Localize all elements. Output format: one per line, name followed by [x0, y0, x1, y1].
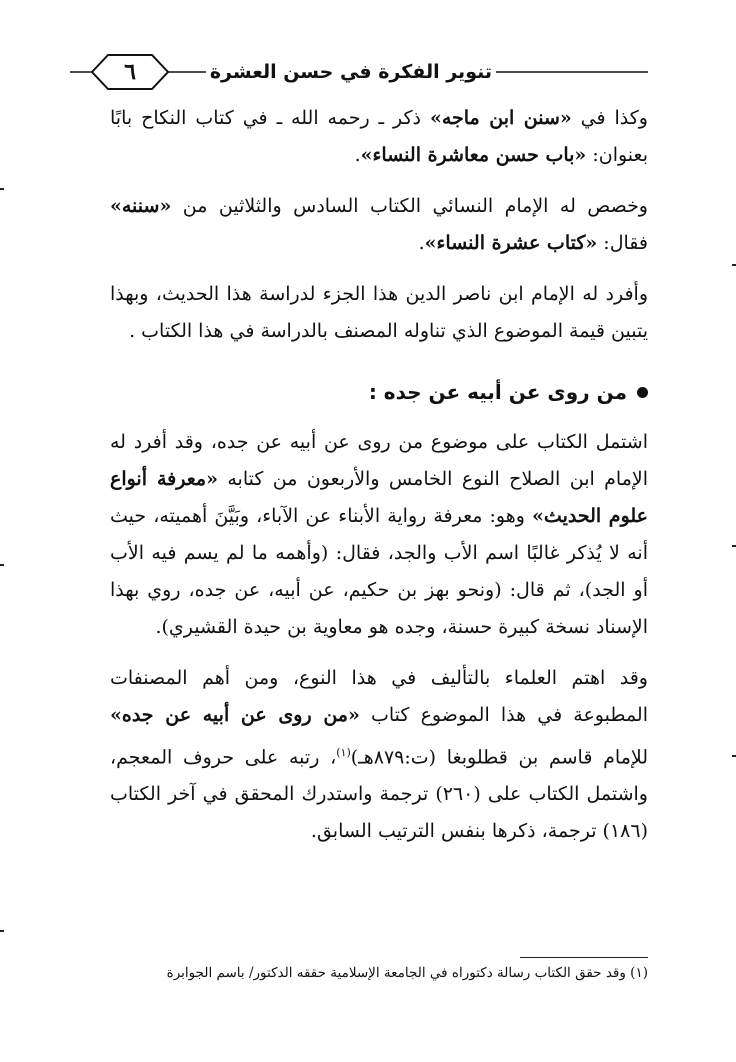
bullet-icon [637, 387, 648, 398]
margin-mark [732, 755, 736, 757]
text-span: اشتمل الكتاب على موضوع من روى عن أبيه عن جده، وقد أفرد له الإمام ابن الصلاح النوع الخامس والأربعون من كتابه [110, 431, 648, 490]
text-span: فقال: [597, 232, 648, 254]
book-title: «معرفة أنواع علوم الحديث» [110, 468, 649, 527]
text-span: . [354, 144, 361, 166]
page-header [70, 50, 648, 94]
paragraph-4 [110, 424, 648, 646]
section-heading [110, 372, 648, 412]
text-span: وهو: معرفة رواية الأبناء عن الآباء، وبَيَّنَ أهميته، حيث أنه لا يُذكر غالبًا اسم الأب والجد، فقال: (وأهمه ما لم يسم فيه الأب أو الجد)، ثم قال: (ونحو بهز بن حكيم، عن أبيه، عن جده، روي بهذا الإسناد نسخة كبيرة حسنة، وجده هو معاوية بن حيدة القشيري). [110, 505, 649, 638]
running-title: تنوير الفكرة في حسن العشرة [206, 59, 496, 85]
text-span: للإمام قاسم بن قطلوبغا (ت:٨٧٩هـ) [350, 746, 648, 769]
margin-mark [0, 930, 4, 932]
page-number: ٦ [124, 59, 136, 85]
text-span: وكذا في [571, 107, 648, 129]
footnote-marker[interactable]: (١) [336, 746, 351, 759]
paragraph-5 [110, 660, 648, 850]
paragraph-1 [110, 100, 648, 174]
text-span: وخصص له الإمام النسائي الكتاب السادس والثلاثين من [171, 195, 648, 217]
margin-mark [732, 264, 736, 266]
margin-mark [0, 564, 4, 566]
section-heading-text: من روى عن أبيه عن جده : [368, 380, 627, 404]
text-span: وقد اهتم العلماء بالتأليف في هذا النوع، ومن أهم المصنفات المطبوعة في هذا الموضوع كتاب [110, 667, 648, 726]
margin-mark [0, 188, 4, 190]
chapter-title: «كتاب عشرة النساء» [424, 232, 598, 254]
footnote: (١) وقد حقق الكتاب رسالة دكتوراه في الجامعة الإسلامية حققه الدكتور/ باسم الجوابرة [166, 965, 648, 981]
text-span: ذكر ـ رحمه الله ـ في كتاب النكاح بابًا بعنوان: [110, 107, 648, 166]
text-span: ، رتبه على حروف المعجم، واشتمل الكتاب على (٢٦٠) ترجمة واستدرك المحقق في آخر الكتاب (١٨٦) ترجمة، ذكرها بنفس الترتيب السابق. [110, 746, 648, 843]
chapter-title: «باب حسن معاشرة النساء» [360, 144, 587, 166]
book-title: «سننه» [110, 195, 172, 217]
text-span: . [418, 232, 425, 254]
book-title: «سنن ابن ماجه» [429, 107, 572, 129]
main-text [110, 100, 648, 850]
paragraph-3: وأفرد له الإمام ابن ناصر الدين هذا الجزء لدراسة هذا الحديث، وبهذا يتبين قيمة الموضوع الذي تناوله المصنف بالدراسة في هذا الكتاب . [110, 283, 648, 342]
footnote-divider [520, 957, 648, 958]
paragraph-2 [110, 188, 648, 262]
margin-mark [732, 545, 736, 547]
book-title: «من روى عن أبيه عن جده» [110, 704, 360, 726]
